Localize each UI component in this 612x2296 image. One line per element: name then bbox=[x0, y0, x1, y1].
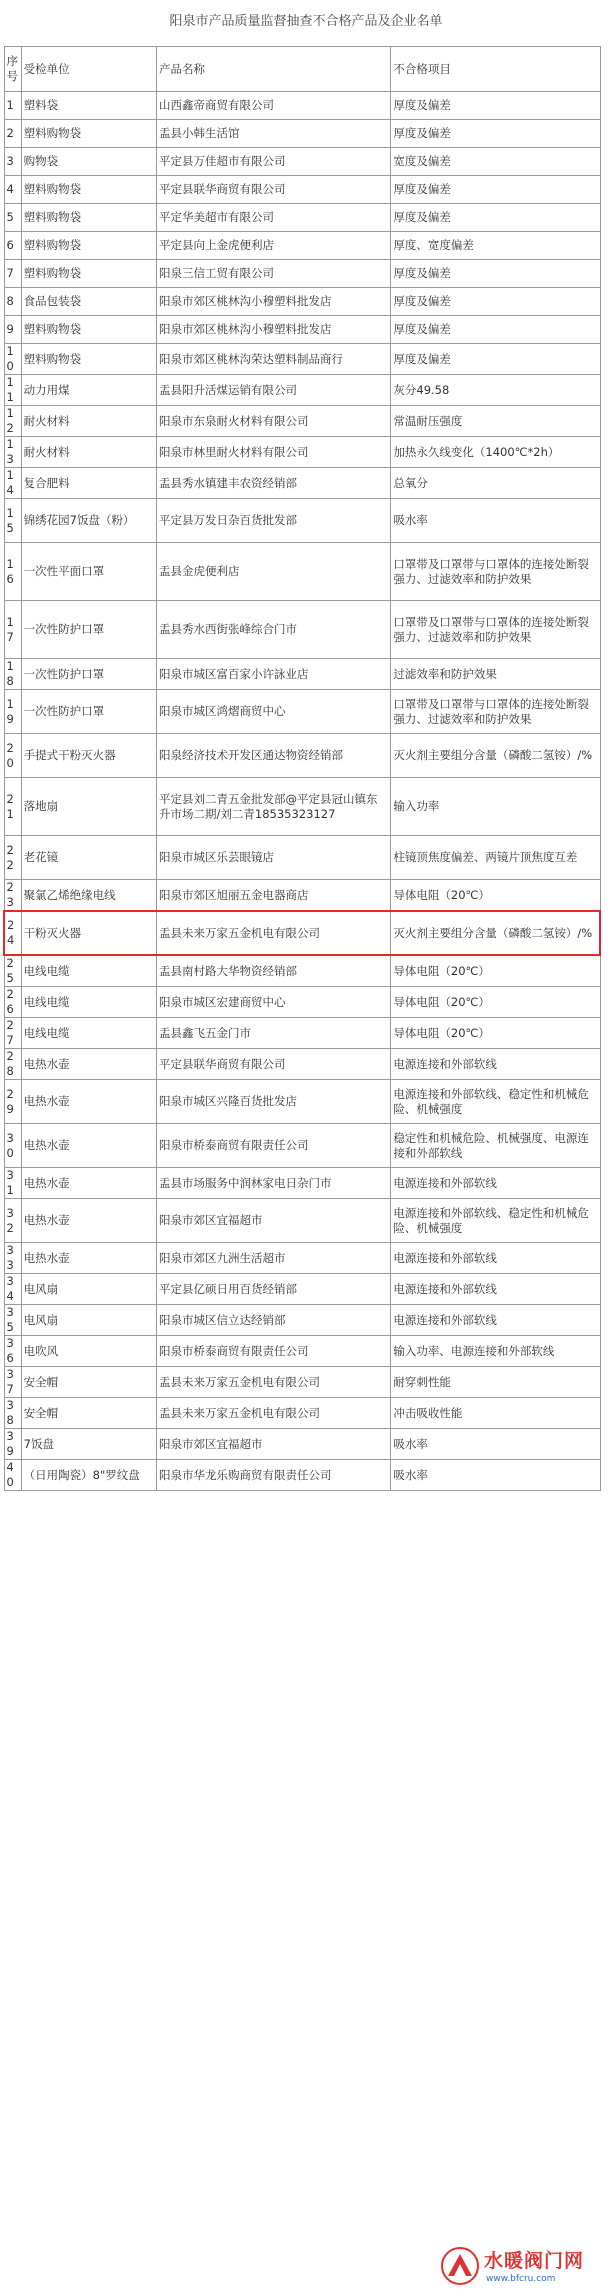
cell-product: 盂县鑫飞五金门市 bbox=[157, 1018, 391, 1049]
cell-item: 电源连接和外部软线、稳定性和机械危险、机械强度 bbox=[391, 1080, 600, 1124]
cell-product: 阳泉市郊区桃林沟小穆塑料批发店 bbox=[157, 288, 391, 316]
cell-product: 阳泉市郊区桃林沟荣达塑料制品商行 bbox=[157, 344, 391, 375]
cell-no: 29 bbox=[4, 1080, 21, 1124]
cell-product: 阳泉市城区鸿熠商贸中心 bbox=[157, 690, 391, 734]
table-row bbox=[4, 1243, 600, 1274]
cell-no: 11 bbox=[4, 375, 21, 406]
cell-unit: 电风扇 bbox=[21, 1274, 156, 1305]
cell-unit: 塑料购物袋 bbox=[21, 344, 156, 375]
table-row bbox=[4, 344, 600, 375]
table-row bbox=[4, 375, 600, 406]
cell-unit: 电吹风 bbox=[21, 1336, 156, 1367]
cell-unit: 电热水壶 bbox=[21, 1124, 156, 1168]
cell-product: 盂县南村路大华物资经销部 bbox=[157, 955, 391, 987]
cell-unit: 复合肥料 bbox=[21, 468, 156, 499]
cell-no: 40 bbox=[4, 1460, 21, 1491]
cell-unit: 食品包装袋 bbox=[21, 288, 156, 316]
table-row bbox=[4, 288, 600, 316]
table-row bbox=[4, 1049, 600, 1080]
cell-no: 33 bbox=[4, 1243, 21, 1274]
cell-product: 平定县联华商贸有限公司 bbox=[157, 1049, 391, 1080]
cell-product: 阳泉市城区富百家小许詠业店 bbox=[157, 659, 391, 690]
table-row bbox=[4, 1460, 600, 1491]
cell-item: 电源连接和外部软线 bbox=[391, 1049, 600, 1080]
cell-item: 厚度及偏差 bbox=[391, 288, 600, 316]
cell-item: 厚度及偏差 bbox=[391, 260, 600, 288]
cell-unit: 电线电缆 bbox=[21, 955, 156, 987]
cell-product: 阳泉经济技术开发区通达物资经销部 bbox=[157, 734, 391, 778]
cell-product: 盂县阳升活煤运销有限公司 bbox=[157, 375, 391, 406]
table-row bbox=[4, 880, 600, 912]
cell-product: 阳泉市郊区桃林沟小穆塑料批发店 bbox=[157, 316, 391, 344]
cell-item: 口罩带及口罩带与口罩体的连接处断裂强力、过滤效率和防护效果 bbox=[391, 690, 600, 734]
cell-product: 平定县亿硕日用百货经销部 bbox=[157, 1274, 391, 1305]
cell-unit: 7饭盘 bbox=[21, 1429, 156, 1460]
cell-item: 吸水率 bbox=[391, 499, 600, 543]
cell-no: 9 bbox=[4, 316, 21, 344]
cell-item: 口罩带及口罩带与口罩体的连接处断裂强力、过滤效率和防护效果 bbox=[391, 543, 600, 601]
cell-unit: 电风扇 bbox=[21, 1305, 156, 1336]
table-row bbox=[4, 955, 600, 987]
cell-no: 39 bbox=[4, 1429, 21, 1460]
cell-product: 盂县小韩生活馆 bbox=[157, 120, 391, 148]
cell-product: 平定县刘二青五金批发部@平定县冠山镇东升市场二期/刘二青18535323127 bbox=[157, 778, 391, 836]
cell-no: 18 bbox=[4, 659, 21, 690]
cell-product: 阳泉市桥泰商贸有限责任公司 bbox=[157, 1336, 391, 1367]
cell-no: 27 bbox=[4, 1018, 21, 1049]
cell-unit: 塑料袋 bbox=[21, 92, 156, 120]
cell-no: 7 bbox=[4, 260, 21, 288]
cell-product: 山西鑫帝商贸有限公司 bbox=[157, 92, 391, 120]
cell-no: 17 bbox=[4, 601, 21, 659]
cell-no: 19 bbox=[4, 690, 21, 734]
header-product: 产品名称 bbox=[157, 47, 391, 92]
cell-product: 阳泉三信工贸有限公司 bbox=[157, 260, 391, 288]
table-row bbox=[4, 148, 600, 176]
cell-unit: 购物袋 bbox=[21, 148, 156, 176]
cell-unit: 耐火材料 bbox=[21, 406, 156, 437]
cell-unit: 塑料购物袋 bbox=[21, 232, 156, 260]
cell-product: 阳泉市桥泰商贸有限责任公司 bbox=[157, 1124, 391, 1168]
table-row bbox=[4, 437, 600, 468]
cell-unit: 动力用煤 bbox=[21, 375, 156, 406]
table-row bbox=[4, 1199, 600, 1243]
table-row bbox=[4, 204, 600, 232]
cell-unit: 聚氯乙烯绝缘电线 bbox=[21, 880, 156, 912]
table-row bbox=[4, 734, 600, 778]
cell-item: 冲击吸收性能 bbox=[391, 1398, 600, 1429]
cell-unit: 塑料购物袋 bbox=[21, 176, 156, 204]
cell-item: 灭火剂主要组分含量（磷酸二氢铵）/% bbox=[391, 734, 600, 778]
cell-unit: 电热水壶 bbox=[21, 1168, 156, 1199]
cell-unit: 耐火材料 bbox=[21, 437, 156, 468]
cell-no: 8 bbox=[4, 288, 21, 316]
cell-no: 37 bbox=[4, 1367, 21, 1398]
unqualified-products-table bbox=[3, 46, 601, 1491]
cell-product: 阳泉市城区乐芸眼镜店 bbox=[157, 836, 391, 880]
cell-unit: 手提式干粉灭火器 bbox=[21, 734, 156, 778]
cell-item: 导体电阻（20℃） bbox=[391, 1018, 600, 1049]
table-row bbox=[4, 1018, 600, 1049]
cell-no: 3 bbox=[4, 148, 21, 176]
cell-item: 导体电阻（20℃） bbox=[391, 955, 600, 987]
cell-no: 15 bbox=[4, 499, 21, 543]
cell-no: 2 bbox=[4, 120, 21, 148]
cell-unit: 锦绣花园7饭盘（粉） bbox=[21, 499, 156, 543]
cell-unit: （日用陶瓷）8"罗纹盘 bbox=[21, 1460, 156, 1491]
cell-product: 盂县未来万家五金机电有限公司 bbox=[157, 1367, 391, 1398]
cell-item: 过滤效率和防护效果 bbox=[391, 659, 600, 690]
cell-unit: 一次性防护口罩 bbox=[21, 601, 156, 659]
cell-item: 电源连接和外部软线 bbox=[391, 1274, 600, 1305]
cell-product: 盂县未来万家五金机电有限公司 bbox=[157, 1398, 391, 1429]
watermark-logo bbox=[440, 2244, 605, 2290]
cell-unit: 安全帽 bbox=[21, 1367, 156, 1398]
table-row bbox=[4, 1274, 600, 1305]
cell-no: 12 bbox=[4, 406, 21, 437]
table-row bbox=[4, 232, 600, 260]
cell-no: 25 bbox=[4, 955, 21, 987]
header-unit: 受检单位 bbox=[21, 47, 156, 92]
cell-item: 厚度及偏差 bbox=[391, 316, 600, 344]
cell-product: 盂县未来万家五金机电有限公司 bbox=[157, 911, 391, 955]
table-row bbox=[4, 1124, 600, 1168]
cell-product: 盂县市场服务中润林家电日杂门市 bbox=[157, 1168, 391, 1199]
watermark-url: www.bfcru.com bbox=[486, 2274, 556, 2284]
table-row bbox=[4, 543, 600, 601]
table-row bbox=[4, 499, 600, 543]
cell-no: 16 bbox=[4, 543, 21, 601]
cell-item: 灭火剂主要组分含量（磷酸二氢铵）/% bbox=[391, 911, 600, 955]
table-row bbox=[4, 1080, 600, 1124]
cell-product: 盂县秀水西街张峰综合门市 bbox=[157, 601, 391, 659]
cell-product: 平定县向上金虎便利店 bbox=[157, 232, 391, 260]
cell-product: 阳泉市城区宏建商贸中心 bbox=[157, 987, 391, 1018]
table-row bbox=[4, 176, 600, 204]
cell-unit: 一次性防护口罩 bbox=[21, 659, 156, 690]
table-body bbox=[4, 47, 600, 1491]
cell-item: 常温耐压强度 bbox=[391, 406, 600, 437]
cell-unit: 塑料购物袋 bbox=[21, 260, 156, 288]
cell-unit: 电热水壶 bbox=[21, 1080, 156, 1124]
cell-unit: 落地扇 bbox=[21, 778, 156, 836]
cell-item: 电源连接和外部软线 bbox=[391, 1305, 600, 1336]
cell-item: 厚度及偏差 bbox=[391, 92, 600, 120]
cell-item: 稳定性和机械危险、机械强度、电源连接和外部软线 bbox=[391, 1124, 600, 1168]
table-row bbox=[4, 468, 600, 499]
cell-no: 28 bbox=[4, 1049, 21, 1080]
cell-unit: 干粉灭火器 bbox=[21, 911, 156, 955]
table-row bbox=[4, 316, 600, 344]
cell-no: 34 bbox=[4, 1274, 21, 1305]
cell-no: 31 bbox=[4, 1168, 21, 1199]
cell-item: 电源连接和外部软线 bbox=[391, 1243, 600, 1274]
table-row bbox=[4, 690, 600, 734]
cell-no: 6 bbox=[4, 232, 21, 260]
cell-item: 输入功率、电源连接和外部软线 bbox=[391, 1336, 600, 1367]
table-row bbox=[4, 778, 600, 836]
cell-unit: 电热水壶 bbox=[21, 1199, 156, 1243]
cell-item: 吸水率 bbox=[391, 1429, 600, 1460]
table-row bbox=[4, 406, 600, 437]
cell-item: 导体电阻（20℃） bbox=[391, 987, 600, 1018]
table-row bbox=[4, 1429, 600, 1460]
cell-item: 吸水率 bbox=[391, 1460, 600, 1491]
cell-no: 22 bbox=[4, 836, 21, 880]
cell-no: 38 bbox=[4, 1398, 21, 1429]
cell-no: 35 bbox=[4, 1305, 21, 1336]
table-row bbox=[4, 987, 600, 1018]
table-row bbox=[4, 120, 600, 148]
cell-unit: 电线电缆 bbox=[21, 987, 156, 1018]
cell-product: 阳泉市城区兴隆百货批发店 bbox=[157, 1080, 391, 1124]
table-row bbox=[4, 836, 600, 880]
cell-product: 阳泉市华龙乐购商贸有限责任公司 bbox=[157, 1460, 391, 1491]
cell-item: 电源连接和外部软线 bbox=[391, 1168, 600, 1199]
cell-no: 5 bbox=[4, 204, 21, 232]
cell-item: 厚度及偏差 bbox=[391, 176, 600, 204]
cell-item: 灰分49.58 bbox=[391, 375, 600, 406]
cell-no: 26 bbox=[4, 987, 21, 1018]
cell-product: 阳泉市郊区旭丽五金电器商店 bbox=[157, 880, 391, 912]
cell-no: 14 bbox=[4, 468, 21, 499]
cell-item: 厚度及偏差 bbox=[391, 344, 600, 375]
table-row bbox=[4, 911, 600, 955]
cell-unit: 安全帽 bbox=[21, 1398, 156, 1429]
table-row bbox=[4, 92, 600, 120]
cell-unit: 一次性平面口罩 bbox=[21, 543, 156, 601]
table-row bbox=[4, 1168, 600, 1199]
table-row bbox=[4, 1398, 600, 1429]
cell-no: 24 bbox=[4, 911, 21, 955]
cell-item: 厚度及偏差 bbox=[391, 120, 600, 148]
cell-product: 盂县秀水镇建丰农资经销部 bbox=[157, 468, 391, 499]
cell-unit: 电线电缆 bbox=[21, 1018, 156, 1049]
cell-no: 1 bbox=[4, 92, 21, 120]
cell-product: 阳泉市郊区九洲生活超市 bbox=[157, 1243, 391, 1274]
cell-item: 厚度、宽度偏差 bbox=[391, 232, 600, 260]
cell-unit: 塑料购物袋 bbox=[21, 204, 156, 232]
cell-unit: 电热水壶 bbox=[21, 1243, 156, 1274]
cell-unit: 电热水壶 bbox=[21, 1049, 156, 1080]
cell-no: 30 bbox=[4, 1124, 21, 1168]
cell-no: 10 bbox=[4, 344, 21, 375]
cell-product: 阳泉市郊区宜福超市 bbox=[157, 1199, 391, 1243]
cell-product: 阳泉市城区信立达经销部 bbox=[157, 1305, 391, 1336]
cell-no: 21 bbox=[4, 778, 21, 836]
header-item: 不合格项目 bbox=[391, 47, 600, 92]
cell-product: 阳泉市林里耐火材料有限公司 bbox=[157, 437, 391, 468]
cell-unit: 塑料购物袋 bbox=[21, 120, 156, 148]
header-no: 序号 bbox=[4, 47, 21, 92]
cell-product: 阳泉市东泉耐火材料有限公司 bbox=[157, 406, 391, 437]
table-row bbox=[4, 1336, 600, 1367]
cell-item: 口罩带及口罩带与口罩体的连接处断裂强力、过滤效率和防护效果 bbox=[391, 601, 600, 659]
cell-product: 平定县联华商贸有限公司 bbox=[157, 176, 391, 204]
cell-item: 总氧分 bbox=[391, 468, 600, 499]
watermark-name: 水暖阀门网 bbox=[484, 2250, 585, 2272]
cell-product: 平定华美超市有限公司 bbox=[157, 204, 391, 232]
cell-product: 盂县金虎便利店 bbox=[157, 543, 391, 601]
cell-no: 23 bbox=[4, 880, 21, 912]
cell-item: 宽度及偏差 bbox=[391, 148, 600, 176]
cell-unit: 一次性防护口罩 bbox=[21, 690, 156, 734]
valve-logo-icon bbox=[440, 2246, 480, 2286]
table-row bbox=[4, 601, 600, 659]
cell-item: 厚度及偏差 bbox=[391, 204, 600, 232]
cell-item: 输入功率 bbox=[391, 778, 600, 836]
cell-item: 耐穿刺性能 bbox=[391, 1367, 600, 1398]
cell-item: 加热永久线变化（1400℃*2h） bbox=[391, 437, 600, 468]
cell-no: 32 bbox=[4, 1199, 21, 1243]
cell-no: 13 bbox=[4, 437, 21, 468]
cell-product: 平定县万发日杂百货批发部 bbox=[157, 499, 391, 543]
cell-item: 柱镜顶焦度偏差、两镜片顶焦度互差 bbox=[391, 836, 600, 880]
cell-no: 20 bbox=[4, 734, 21, 778]
cell-no: 36 bbox=[4, 1336, 21, 1367]
table-row bbox=[4, 1305, 600, 1336]
table-row bbox=[4, 260, 600, 288]
table-row bbox=[4, 1367, 600, 1398]
cell-unit: 老花镜 bbox=[21, 836, 156, 880]
cell-item: 电源连接和外部软线、稳定性和机械危险、机械强度 bbox=[391, 1199, 600, 1243]
table-row bbox=[4, 659, 600, 690]
cell-no: 4 bbox=[4, 176, 21, 204]
table-header-row bbox=[4, 47, 600, 92]
cell-product: 阳泉市郊区宜福超市 bbox=[157, 1429, 391, 1460]
cell-product: 平定县万佳超市有限公司 bbox=[157, 148, 391, 176]
cell-item: 导体电阻（20℃） bbox=[391, 880, 600, 912]
page-title: 阳泉市产品质量监督抽查不合格产品及企业名单 bbox=[169, 14, 443, 29]
cell-unit: 塑料购物袋 bbox=[21, 316, 156, 344]
